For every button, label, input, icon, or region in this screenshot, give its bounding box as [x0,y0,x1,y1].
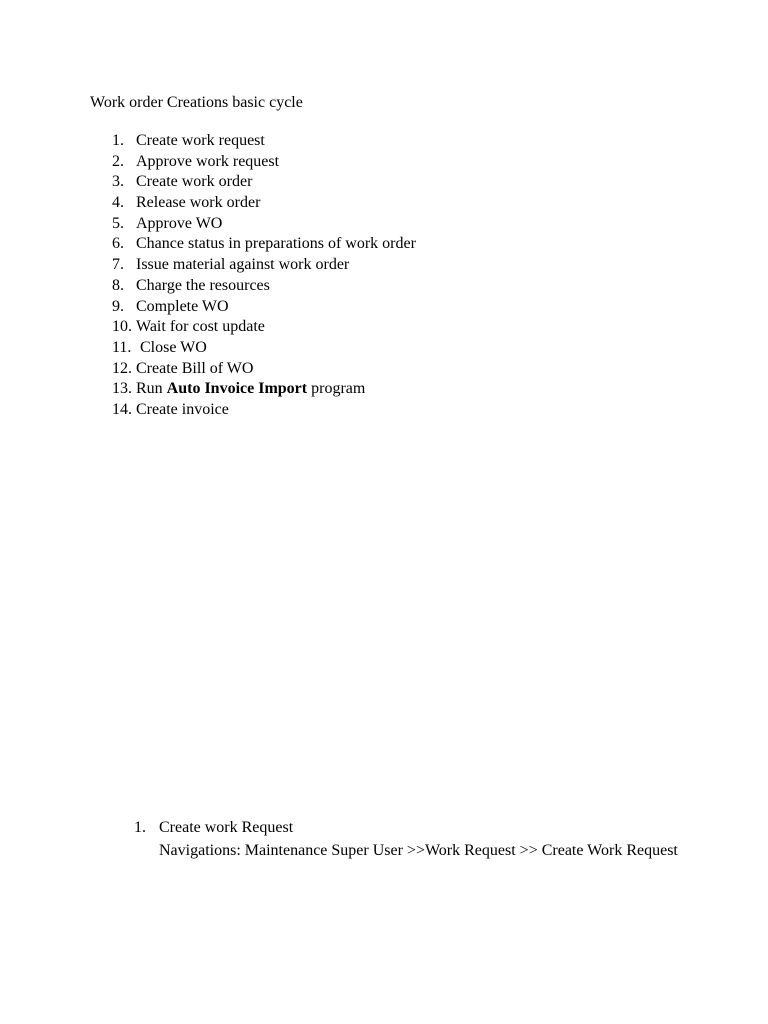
step-number: 13. [112,380,132,398]
step-number: 4. [112,194,124,212]
step-text: Approve WO [136,214,223,232]
list-item [112,172,416,193]
section-create-work-request [134,817,694,863]
list-item [112,317,416,338]
step-number: 11. [112,338,132,356]
list-item [112,276,416,297]
list-item [112,400,416,421]
step-number: 8. [112,276,124,294]
list-item [112,379,416,400]
step-text: Close WO [136,338,207,356]
list-item [112,255,416,276]
step-number: 9. [112,297,124,315]
section-heading [134,817,694,839]
list-item [112,234,416,255]
page-title: Work order Creations basic cycle [90,94,303,111]
section-number: 1. [134,819,146,836]
step-text: Run [136,380,167,398]
list-item [112,359,416,380]
step-number: 5. [112,214,124,232]
steps-list [112,131,416,421]
step-text: Create invoice [136,400,229,418]
list-item [112,214,416,235]
step-number: 12. [112,359,132,377]
step-text: Release work order [136,194,261,212]
step-text: Issue material against work order [136,256,350,274]
program-name: Auto Invoice Import [166,380,308,398]
step-number: 1. [112,132,124,149]
step-number: 2. [112,152,124,170]
list-item [112,338,416,359]
step-number: 6. [112,235,124,253]
step-text: Charge the resources [136,276,270,294]
step-number: 10. [112,318,132,336]
step-text: Create Bill of WO [136,359,254,377]
step-number: 7. [112,256,124,274]
step-text-suffix: program [307,380,366,398]
step-number: 14. [112,400,132,418]
list-item [112,297,416,318]
step-text: Complete WO [136,297,229,315]
step-text: Chance status in preparations of work order [136,235,416,253]
step-text: Wait for cost update [136,318,265,336]
list-item [112,131,416,152]
step-number: 3. [112,173,124,191]
section-heading-text: Create work Request [159,819,294,836]
list-item [112,152,416,173]
step-text: Approve work request [136,152,280,170]
step-text: Create work request [136,132,265,149]
step-text: Create work order [136,173,253,191]
navigation-path: Navigations: Maintenance Super User >>Work Request >> Create Work Request [159,842,678,859]
list-item [112,193,416,214]
